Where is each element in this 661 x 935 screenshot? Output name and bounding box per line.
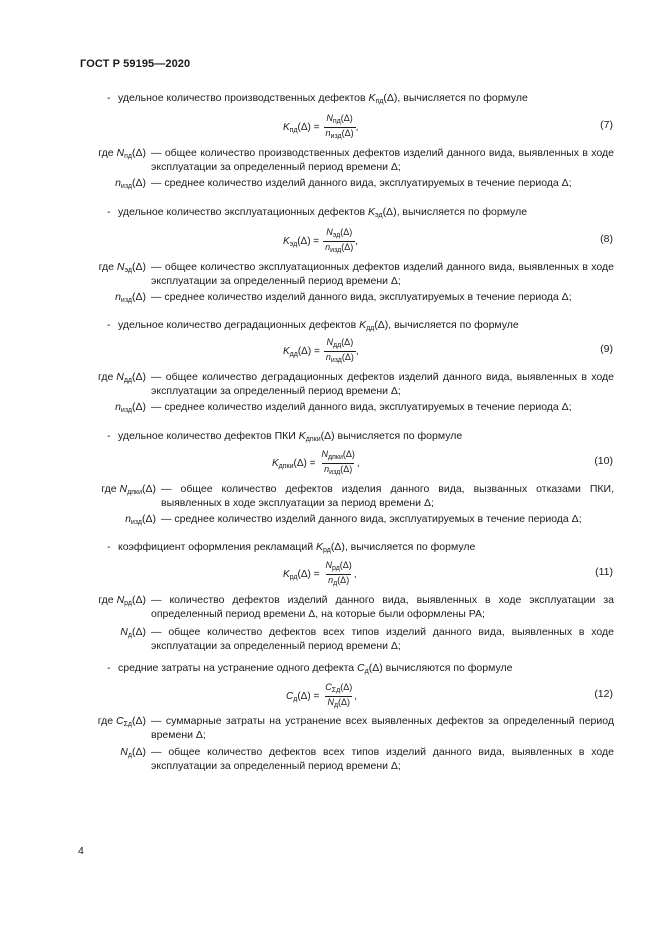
- equation-number-10: (10): [594, 455, 613, 467]
- definition-N-ed: где $N_{эд}(\Delta)$ — общее количество эксплуатационных дефектов изделий данного вида, выявленных в ходе эксплуатации за определенный период времени Δ;: [98, 261, 614, 287]
- definition-N-rd: где $N_{рд}(\Delta)$ — количество дефектов изделий данного вида, выявленных в ходе эксплуатации за определенный период времени Δ, на которые были оформлены РА;: [98, 594, 614, 620]
- equation-number-8: (8): [600, 233, 613, 245]
- definition-N-dd: где $N_{дд}(\Delta)$ — общее количество деградационных дефектов изделий данного вида, выявленных в ходе эксплуатации за определенный период времени Δ;: [97, 371, 614, 397]
- definition-N-pd: где $N_{пд}(\Delta)$ — общее количество производственных дефектов изделий данного вида, выявленных в ходе эксплуатации за определенный период времени Δ;: [98, 147, 614, 173]
- bullet-production-defects: - удельное количество производственных дефектов $K_{пд}(\Delta)$, вычисляется по формуле: [107, 92, 528, 105]
- equation-number-12: (12): [594, 688, 613, 700]
- formula-7: $K_{пд}(\Delta)$ = $\frac{N_{пд}(\Delta)}{n_{изд}(\Delta)}$ ,: [283, 113, 359, 140]
- formula-10: $K_{дпки}(\Delta)$ = $\frac{N_{дпки}(\Delta)}{n_{изд}(\Delta)}$ ,: [272, 449, 360, 476]
- formula-9: $K_{дд}(\Delta)$ = $\frac{N_{дд}(\Delta)}{n_{изд}(\Delta)}$ ,: [283, 337, 359, 364]
- definition-N-d: $N_д(\Delta)$ — общее количество дефектов всех типов изделий данного вида, выявленных в ходе эксплуатации за определенный период времени Δ;: [120, 626, 614, 652]
- bullet-pki-defects: - удельное количество дефектов ПКИ $K_{дпки}(\Delta)$ вычисляется по формуле: [107, 430, 463, 443]
- equation-number-9: (9): [600, 343, 613, 355]
- equation-number-7: (7): [600, 119, 613, 131]
- bullet-operational-defects: - удельное количество эксплуатационных дефектов $K_{эд}(\Delta)$, вычисляется по формуле: [107, 206, 528, 219]
- bullet-degradation-defects: - удельное количество деградационных дефектов $K_{дд}(\Delta)$, вычисляется по формуле: [107, 319, 519, 332]
- definition-n-izd-2: $n_{изд}(\Delta)$ — среднее количество изделий данного вида, эксплуатируемых в течение периода Δ;: [115, 291, 572, 304]
- definition-n-izd-4: $n_{изд}(\Delta)$ — среднее количество изделий данного вида, эксплуатируемых в течение периода Δ;: [125, 513, 582, 526]
- definition-n-izd: $n_{изд}(\Delta)$ — среднее количество изделий данного вида, эксплуатируемых в течение периода Δ;: [115, 177, 572, 190]
- definition-n-izd-3: $n_{изд}(\Delta)$ — среднее количество изделий данного вида, эксплуатируемых в течение периода Δ;: [115, 401, 572, 414]
- formula-8: $K_{эд}(\Delta)$ = $\frac{N_{эд}(\Delta)}{n_{изд}(\Delta)}$ ,: [283, 227, 359, 254]
- bullet-average-costs: - средние затраты на устранение одного дефекта $C_д(\Delta)$ вычисляются по формуле: [107, 662, 513, 675]
- bullet-claims-coefficient: - коэффициент оформления рекламаций $K_{рд}(\Delta)$, вычисляется по формуле: [107, 541, 476, 554]
- definition-C-sum-d: где $C_{\Sigma д}(\Delta)$ — суммарные затраты на устранение всех выявленных дефектов за определенный период времени Δ;: [97, 715, 614, 741]
- definition-N-d-2: $N_д(\Delta)$ — общее количество дефектов всех типов изделий данного вида, выявленных в ходе эксплуатации за определенный период времени Δ;: [120, 746, 614, 772]
- equation-number-11: (11): [595, 566, 613, 578]
- document-header: ГОСТ Р 59195—2020: [80, 58, 191, 70]
- formula-12: $C_д(\Delta)$ = $\frac{C_{\Sigma д}(\Delta)}{N_д(\Delta)}$ ,: [286, 682, 358, 709]
- page-number: 4: [78, 845, 84, 857]
- formula-11: $K_{рд}(\Delta)$ = $\frac{N_{рд}(\Delta)}{n_д(\Delta)}$ ,: [283, 560, 357, 587]
- definition-N-dpki: где $N_{дпки}(\Delta)$ — общее количество дефектов изделия данного вида, вызванных отказами ПКИ, выявленных в ходе эксплуатации за период времени Δ;: [101, 483, 614, 509]
